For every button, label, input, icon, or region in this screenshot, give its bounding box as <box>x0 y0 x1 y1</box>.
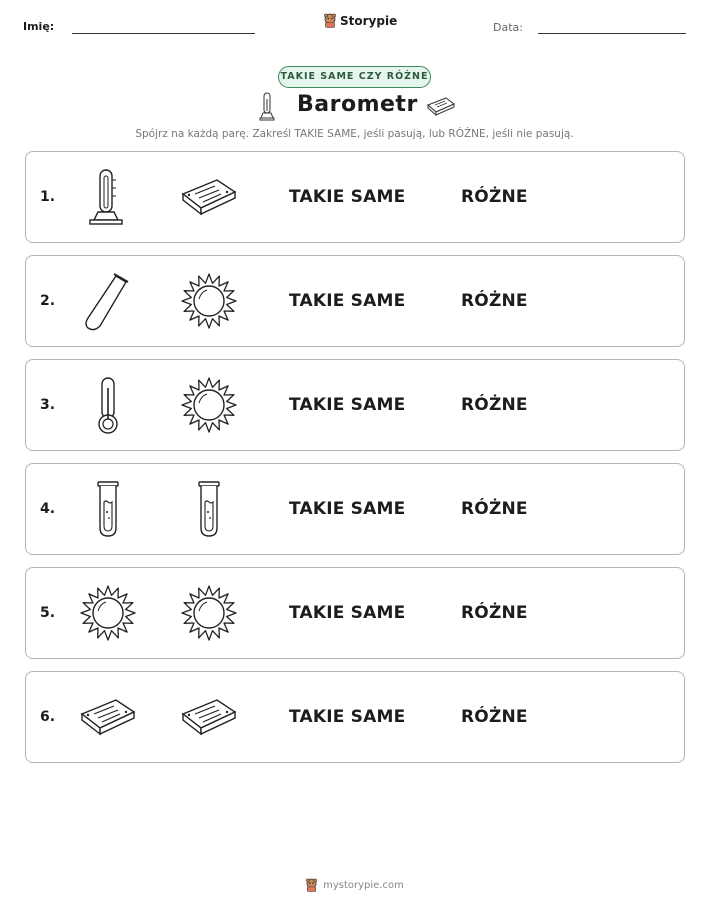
date-label: Data: <box>493 21 523 34</box>
test-tube-liquid-icon <box>78 478 138 540</box>
answer-same[interactable]: TAKIE SAME <box>289 499 406 519</box>
name-label: Imię: <box>23 20 55 33</box>
question-number: 3. <box>40 397 56 413</box>
sun-icon <box>78 582 138 644</box>
question-row <box>25 151 685 243</box>
barometer-icon <box>258 91 276 121</box>
answer-different[interactable]: RÓŻNE <box>461 187 528 207</box>
date-field[interactable] <box>538 33 686 34</box>
footer-url: mystorypie.com <box>323 879 404 891</box>
question-row <box>25 671 685 763</box>
test-tube-liquid-icon <box>179 478 239 540</box>
sun-icon <box>179 270 239 332</box>
question-number: 5. <box>40 605 56 621</box>
instructions: Spójrz na każdą parę. Zakreśl TAKIE SAME, jeśli pasują, lub RÓŻNE, jeśli nie pasują. <box>135 128 574 140</box>
tablet-plate-icon <box>179 686 239 748</box>
answer-different[interactable]: RÓŻNE <box>461 499 528 519</box>
answer-same[interactable]: TAKIE SAME <box>289 291 406 311</box>
answer-different[interactable]: RÓŻNE <box>461 603 528 623</box>
answer-same[interactable]: TAKIE SAME <box>289 707 406 727</box>
answer-same[interactable]: TAKIE SAME <box>289 603 406 623</box>
question-number: 2. <box>40 293 56 309</box>
question-row <box>25 463 685 555</box>
answer-different[interactable]: RÓŻNE <box>461 291 528 311</box>
page-title: Barometr <box>297 92 418 117</box>
answer-same[interactable]: TAKIE SAME <box>289 395 406 415</box>
brand-logo <box>323 13 397 28</box>
barometer-thermometer-icon <box>78 166 138 228</box>
answer-same[interactable]: TAKIE SAME <box>289 187 406 207</box>
question-row <box>25 567 685 659</box>
tablet-plate-icon <box>78 686 138 748</box>
sun-icon <box>179 374 239 436</box>
question-row <box>25 255 685 347</box>
tablet-plate-icon <box>179 166 239 228</box>
sun-icon <box>179 582 239 644</box>
test-tube-icon <box>78 270 138 332</box>
answer-different[interactable]: RÓŻNE <box>461 707 528 727</box>
footer <box>0 878 709 892</box>
category-badge: TAKIE SAME CZY RÓŻNE <box>278 66 431 88</box>
storypie-mascot-icon <box>305 878 318 892</box>
tablet-plate-icon <box>426 96 456 116</box>
storypie-mascot-icon <box>323 13 337 28</box>
question-row <box>25 359 685 451</box>
brand-name: Storypie <box>340 13 398 28</box>
question-number: 1. <box>40 189 56 205</box>
name-field[interactable] <box>72 33 255 34</box>
question-number: 4. <box>40 501 56 517</box>
thermometer-icon <box>78 374 138 436</box>
answer-different[interactable]: RÓŻNE <box>461 395 528 415</box>
question-number: 6. <box>40 709 56 725</box>
